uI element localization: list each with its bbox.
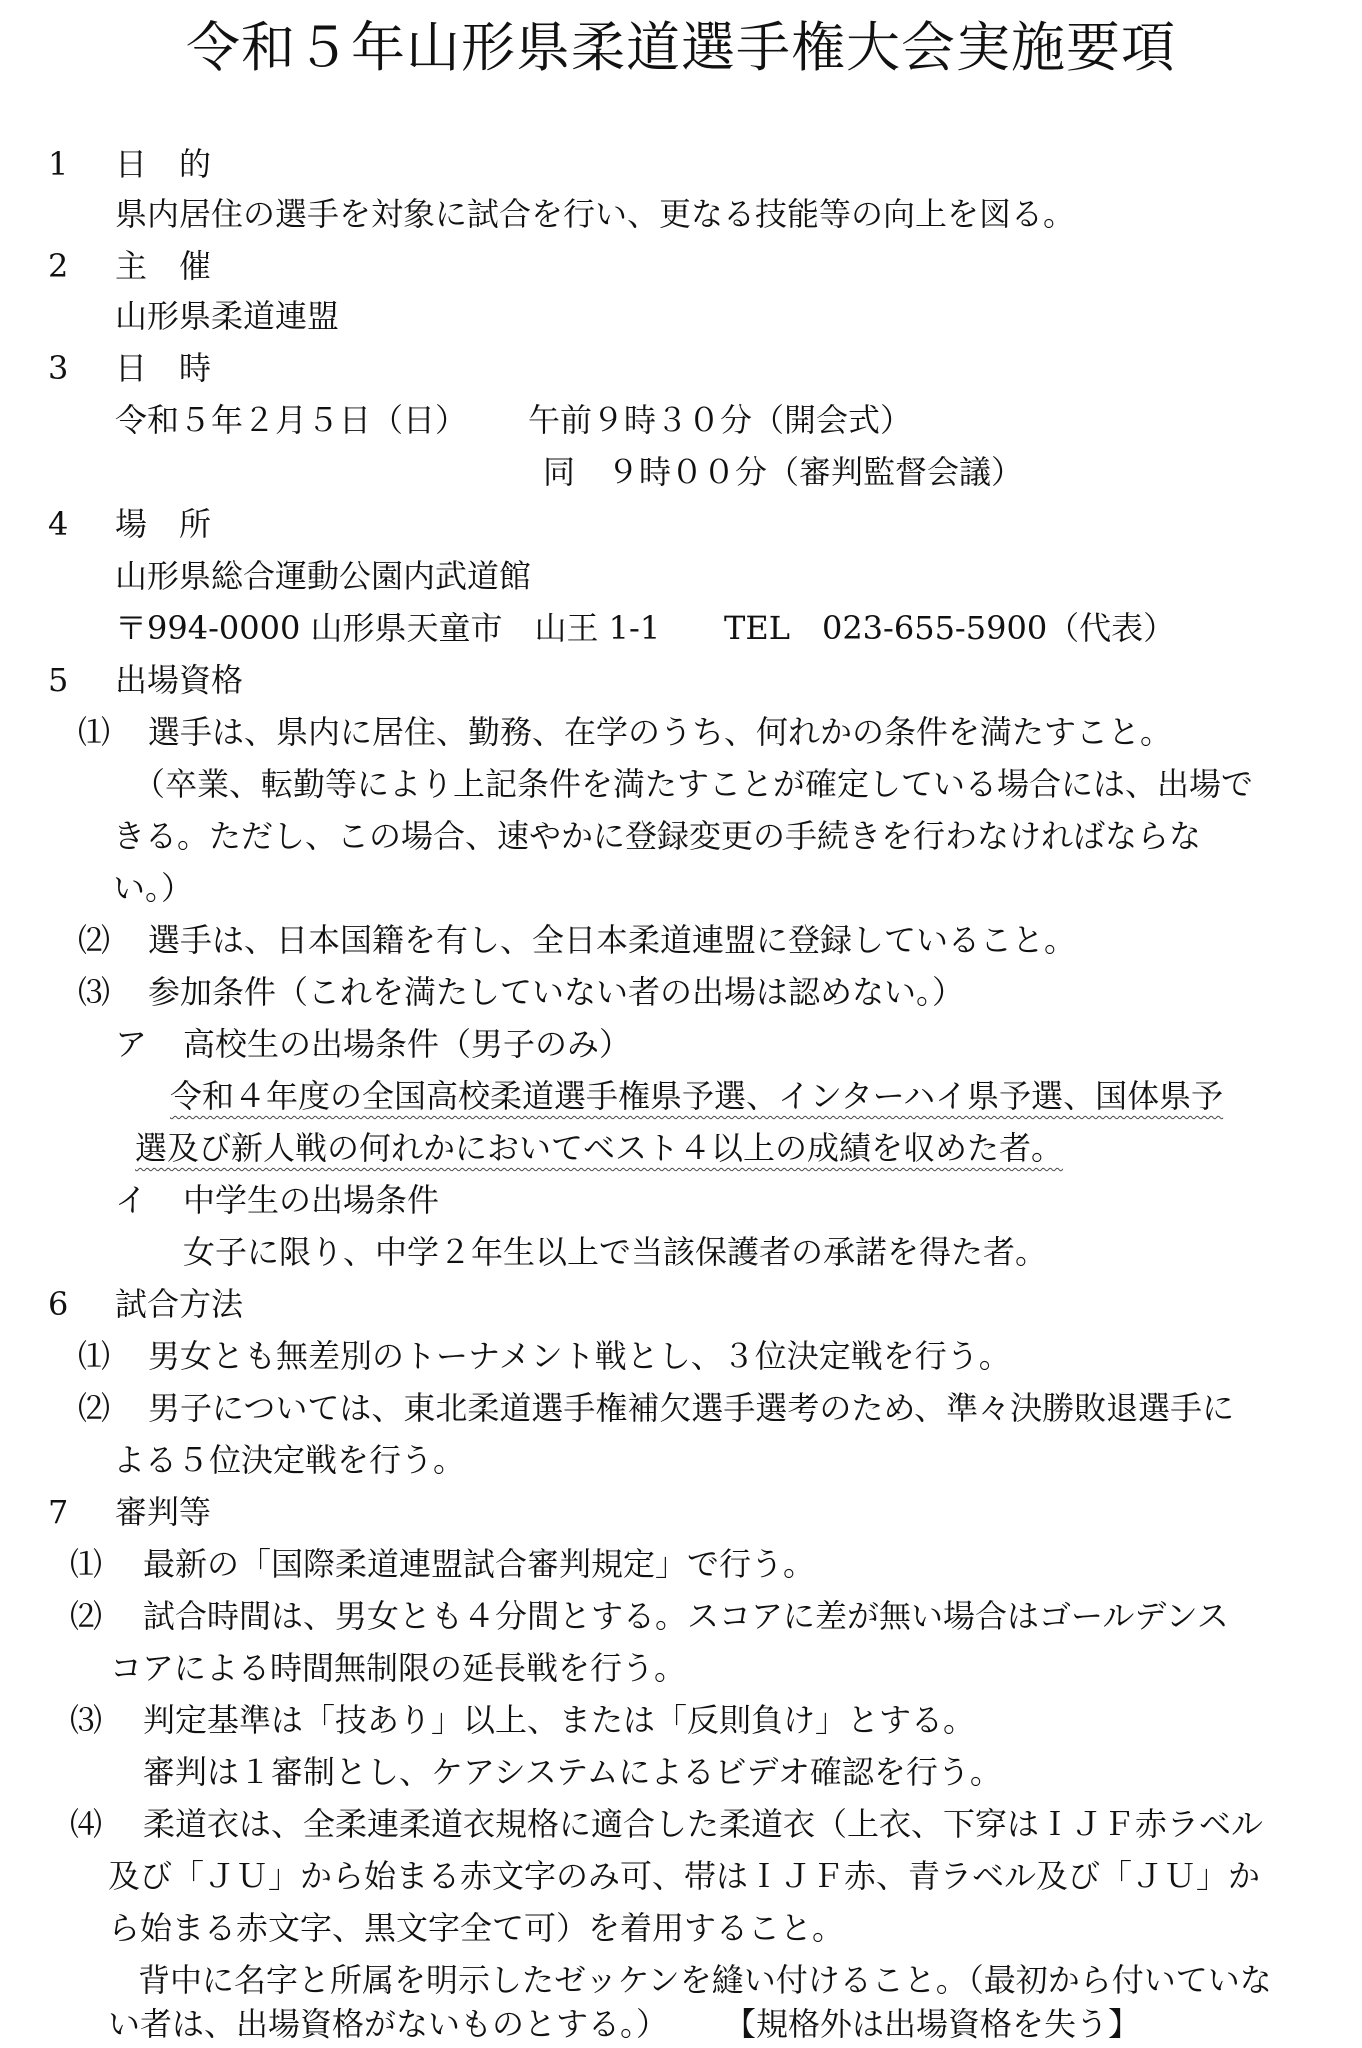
venue-phone: TEL 023-655-5900（代表） [724,609,1176,647]
document-title: 令和５年山形県柔道選手権大会実施要項 [186,16,1176,79]
section-number: 3 [48,349,69,387]
high-school-condition-line-2: 選及び新人戦の何れかにおいてベスト４以上の成績を収めた者。 [135,1129,1064,1167]
eligibility-note-line-1: （卒業、転勤等により上記条件を満たすことが確定している場合には、出場で [133,765,1254,803]
section-title: 審判等 [115,1493,212,1531]
referee-item-1: 最新の「国際柔道連盟試合審判規定」で行う。 [143,1545,816,1583]
eligibility-item-2: 選手は、日本国籍を有し、全日本柔道連盟に登録していること。 [148,921,1077,959]
eligibility-note-line-2: きる。ただし、この場合、速やかに登録変更の手続きを行わなければならな [113,817,1202,855]
referee-item-3-line-2: 審判は１審制とし、ケアシステムによるビデオ確認を行う。 [143,1753,1002,1791]
event-date: 令和５年２月５日（日） [115,401,468,439]
section-number: 4 [48,505,69,543]
section-1-body: 県内居住の選手を対象に試合を行い、更なる技能等の向上を図る。 [115,195,1076,233]
section-title: 主 催 [115,247,212,285]
item-marker: ⑵ [70,1597,103,1635]
eligibility-item-1: 選手は、県内に居住、勤務、在学のうち、何れかの条件を満たすこと。 [148,713,1173,751]
eligibility-item-3: 参加条件（これを満たしていない者の出場は認めない。） [148,973,965,1011]
item-marker: ⑵ [78,921,111,959]
venue-name: 山形県総合運動公園内武道館 [115,557,532,595]
match-method-item-2-line-1: 男子については、東北柔道選手権補欠選手選考のため、準々決勝敗退選手に [148,1389,1235,1427]
section-title: 試合方法 [115,1285,244,1323]
opening-ceremony-time: 午前９時３０分（開会式） [528,401,913,439]
referee-item-4-line-4: 背中に名字と所属を明示したゼッケンを縫い付けること。（最初から付いていな [138,1961,1272,1999]
section-title: 出場資格 [115,661,244,699]
section-number: 5 [48,661,69,699]
match-method-item-2-line-2: よる５位決定戦を行う。 [113,1441,466,1479]
high-school-condition-heading: 高校生の出場条件（男子のみ） [183,1025,632,1063]
item-marker: ⑵ [78,1389,111,1427]
venue-address: 〒994-0000 山形県天童市 山王 1-1 [115,609,661,647]
section-title: 場 所 [115,505,212,543]
junior-high-condition-heading: 中学生の出場条件 [183,1181,440,1219]
item-marker: ⑶ [78,973,111,1011]
section-title: 日 的 [115,145,212,183]
sub-item-marker: イ [115,1181,148,1219]
section-number: 1 [48,145,69,183]
nonstandard-disqualification-note: 【規格外は出場資格を失う】 [724,2005,1141,2043]
referee-item-4-line-5: い者は、出場資格がないものとする。） [108,2005,669,2043]
referee-item-2-line-2: コアによる時間無制限の延長戦を行う。 [110,1649,687,1687]
referee-meeting-time: 同 ９時００分（審判監督会議） [543,453,1024,491]
referee-item-2-line-1: 試合時間は、男女とも４分間とする。スコアに差が無い場合はゴールデンス [143,1597,1229,1635]
item-marker: ⑴ [78,713,111,751]
referee-item-3-line-1: 判定基準は「技あり」以上、または「反則負け」とする。 [143,1701,976,1739]
section-number: 6 [48,1285,69,1323]
section-number: 7 [48,1493,69,1531]
item-marker: ⑷ [70,1805,103,1843]
item-marker: ⑶ [70,1701,103,1739]
referee-item-4-line-2: 及び「ＪＵ」から始まる赤文字のみ可、帯はＩＪＦ赤、青ラベル及び「ＪＵ」か [108,1857,1261,1895]
item-marker: ⑴ [70,1545,103,1583]
high-school-condition-line-1: 令和４年度の全国高校柔道選手権県予選、インターハイ県予選、国体県予 [170,1077,1224,1115]
referee-item-4-line-3: ら始まる赤文字、黒文字全て可）を着用すること。 [108,1909,845,1947]
section-title: 日 時 [115,349,212,387]
section-2-body: 山形県柔道連盟 [115,297,340,335]
sub-item-marker: ア [115,1025,148,1063]
match-method-item-1: 男女とも無差別のトーナメント戦とし、３位決定戦を行う。 [148,1337,1011,1375]
section-number: 2 [48,247,69,285]
item-marker: ⑴ [78,1337,111,1375]
junior-high-condition-line-1: 女子に限り、中学２年生以上で当該保護者の承諾を得た者。 [183,1233,1048,1271]
eligibility-note-line-3: い。） [113,869,194,907]
referee-item-4-line-1: 柔道衣は、全柔連柔道衣規格に適合した柔道衣（上衣、下穿はＩＪＦ赤ラベル [143,1805,1264,1843]
